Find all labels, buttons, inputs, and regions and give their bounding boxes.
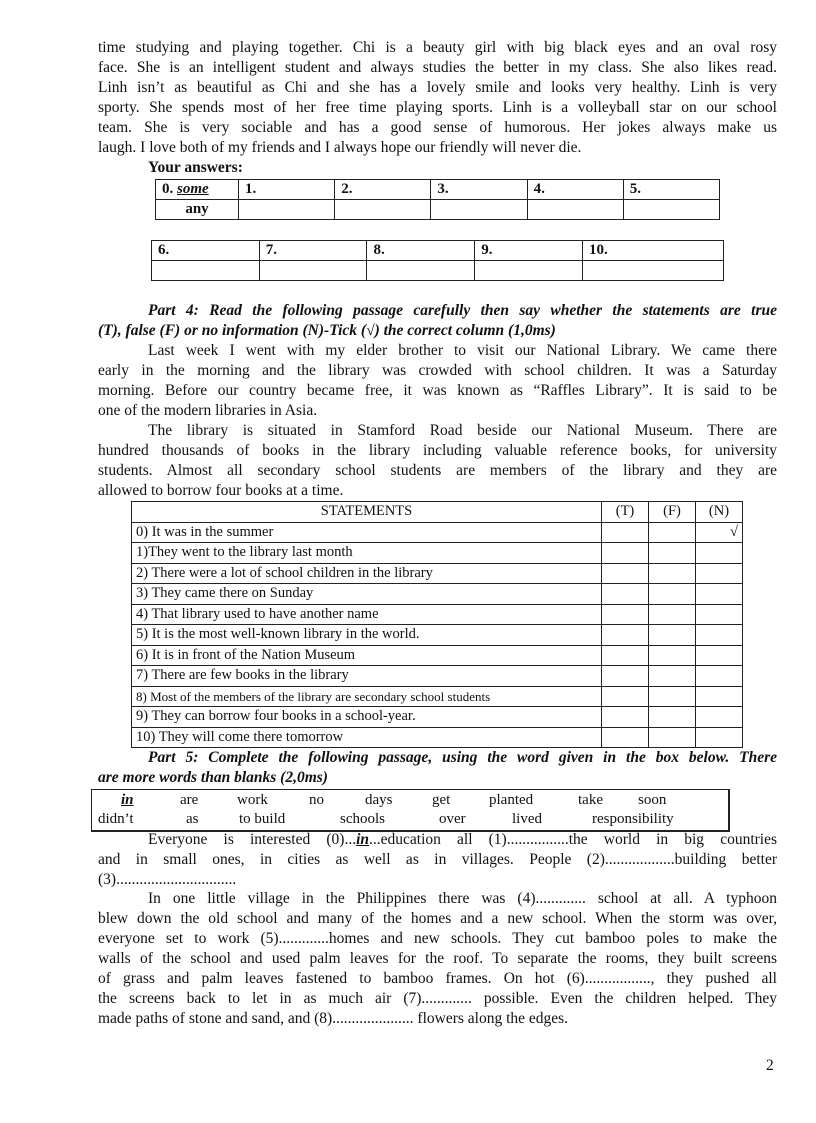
word-option: in (121, 792, 134, 808)
answer-cell-4: 4. (527, 180, 623, 200)
true-cell[interactable] (602, 707, 649, 728)
word-option: planted (489, 792, 534, 808)
false-cell[interactable] (649, 625, 696, 646)
statement-text: 7) There are few books in the library (132, 666, 602, 687)
word-option: schools (340, 811, 385, 827)
text-line: sporty. She spends most of her free time playing sports. Linh is a volleyball star on our school (98, 99, 777, 116)
no-info-cell[interactable] (696, 563, 743, 584)
statement-row (132, 604, 743, 625)
answer-blank[interactable] (475, 261, 583, 281)
statement-row (132, 563, 743, 584)
text-line: blew down the old school and many of the homes and a new school. When the storm was over, (98, 910, 777, 927)
text-line: everyone set to work (5).............homes and new schools. They cut bamboo poles to make the (98, 930, 777, 947)
text-line: Everyone is interested (0)...in...education all (1)................the world in big countries (148, 831, 778, 848)
statement-row (132, 543, 743, 564)
true-cell[interactable] (602, 686, 649, 707)
no-info-cell[interactable] (696, 604, 743, 625)
answer-cell-7: 7. (259, 241, 367, 261)
text-line: and in small ones, in cities as well as in villages. People (2)..................building better (98, 851, 777, 868)
true-cell[interactable] (602, 625, 649, 646)
word-option: days (365, 792, 393, 808)
statement-text: 3) They came there on Sunday (132, 584, 602, 605)
answer-blank[interactable] (527, 200, 623, 220)
statement-text: 4) That library used to have another name (132, 604, 602, 625)
statement-row (132, 584, 743, 605)
no-info-cell[interactable] (696, 625, 743, 646)
true-cell[interactable] (602, 727, 649, 748)
part5-heading (98, 748, 777, 788)
no-info-cell[interactable] (696, 645, 743, 666)
part4-paragraph-2 (98, 421, 777, 501)
answer-blank[interactable] (431, 200, 527, 220)
statements-table (131, 501, 743, 748)
answer-cell-0: 0. some (156, 180, 239, 200)
part4-paragraph-1 (98, 341, 777, 421)
word-option: over (439, 811, 466, 827)
word-option: get (432, 792, 451, 808)
answer-cell-5: 5. (623, 180, 719, 200)
false-cell[interactable] (649, 584, 696, 605)
header-true: (T) (602, 502, 649, 523)
statement-row (132, 645, 743, 666)
word-option: responsibility (592, 811, 674, 827)
no-info-cell[interactable] (696, 666, 743, 687)
true-cell[interactable] (602, 563, 649, 584)
word-box (91, 789, 730, 832)
false-cell[interactable] (649, 645, 696, 666)
text-line: students. Almost all secondary school students are members of the library and they are (98, 462, 777, 479)
text-line: The library is situated in Stamford Road beside our National Museum. There are (148, 422, 777, 439)
answer-blank[interactable] (239, 200, 335, 220)
text-line: Linh isn’t as beautiful as Chi and she has a lovely smile and looks very healthy. Linh is very (98, 79, 777, 96)
statement-text: 1)They went to the library last month (132, 543, 602, 564)
no-info-cell[interactable] (696, 686, 743, 707)
word-option: take (578, 792, 603, 808)
text-line: made paths of stone and sand, and (8)..................... flowers along the edges. (98, 1010, 569, 1027)
text-line: team. She is very sociable and has a good sense of humorous. Her jokes always make us (98, 119, 777, 136)
statement-row (132, 522, 743, 543)
text-line: laugh. I love both of my friends and I always hope our friendly will never die. (98, 139, 582, 156)
text-line: are more words than blanks (2,0ms) (98, 769, 328, 786)
statement-text: 0) It was in the summer (132, 522, 602, 543)
example-answer: any (156, 200, 239, 220)
statement-row (132, 707, 743, 728)
statement-row (132, 625, 743, 646)
statement-row (132, 686, 743, 707)
true-cell[interactable] (602, 645, 649, 666)
word-option: soon (638, 792, 667, 808)
text-line: one of the modern libraries in Asia. (98, 402, 318, 419)
false-cell[interactable] (649, 543, 696, 564)
statement-text: 10) They will come there tomorrow (132, 727, 602, 748)
no-info-cell[interactable] (696, 707, 743, 728)
word-option: no (309, 792, 324, 808)
true-cell[interactable] (602, 522, 649, 543)
false-cell[interactable] (649, 707, 696, 728)
part5-paragraph-1 (98, 830, 777, 890)
answer-cell-9: 9. (475, 241, 583, 261)
text-line: Part 5: Complete the following passage, using the word given in the box below. There (148, 749, 777, 766)
word-option: lived (512, 811, 542, 827)
false-cell[interactable] (649, 686, 696, 707)
answer-blank[interactable] (582, 261, 723, 281)
word-option: are (180, 792, 199, 808)
statement-text: 2) There were a lot of school children in the library (132, 563, 602, 584)
text-line: of grass and palm leaves fastened to bamboo frames. On hot (6)................., they pushed all (98, 970, 777, 987)
word-option: to build (239, 811, 286, 827)
answer-blank[interactable] (152, 261, 260, 281)
answer-cell-6: 6. (152, 241, 260, 261)
true-cell[interactable] (602, 584, 649, 605)
answer-cell-8: 8. (367, 241, 475, 261)
answer-blank[interactable] (259, 261, 367, 281)
no-info-cell[interactable]: √ (696, 522, 743, 543)
text-line: Last week I went with my elder brother to visit our National Library. We came there (148, 342, 777, 359)
header-false: (F) (649, 502, 696, 523)
header-statements: STATEMENTS (132, 502, 602, 523)
false-cell[interactable] (649, 522, 696, 543)
true-cell[interactable] (602, 543, 649, 564)
answer-cell-3: 3. (431, 180, 527, 200)
text-line: face. She is an intelligent student and always studies the better in my class. She also likes read. (98, 59, 777, 76)
text-line: (3)............................... (98, 871, 237, 888)
page-number: 2 (766, 1057, 774, 1074)
answer-cell-1: 1. (239, 180, 335, 200)
part5-paragraph-2 (98, 889, 777, 1029)
text-line: In one little village in the Philippines there was (4)............. school at all. A typhoon (148, 890, 777, 907)
answers-table-2 (151, 240, 724, 281)
text-line: time studying and playing together. Chi is a beauty girl with big black eyes and an oval rosy (98, 39, 777, 56)
true-cell[interactable] (602, 666, 649, 687)
answer-cell-10: 10. (582, 241, 723, 261)
text-line: allowed to borrow four books at a time. (98, 482, 344, 499)
statement-row (132, 666, 743, 687)
text-line: the screens back to let in as much air (7)............. possible. Even the children helped. They (98, 990, 777, 1007)
answer-blank[interactable] (367, 261, 475, 281)
statement-row (132, 727, 743, 748)
word-option: didn’t (98, 811, 134, 827)
part4-heading (98, 301, 777, 341)
text-line: walls of the school and used palm leaves for the roof. To separate the rooms, they built screens (98, 950, 777, 967)
answers-label: Your answers: (148, 159, 243, 176)
word-option: work (237, 792, 268, 808)
false-cell[interactable] (649, 563, 696, 584)
no-info-cell[interactable] (696, 584, 743, 605)
text-line: hundred thousands of books in the library including valuable reference books, for university (98, 442, 777, 459)
text-line: morning. Before our country became free, it was known as “Raffles Library”. It is said to be (98, 382, 777, 399)
no-info-cell[interactable] (696, 543, 743, 564)
false-cell[interactable] (649, 666, 696, 687)
text-line: (T), false (F) or no information (N)-Tick (√) the correct column (1,0ms) (98, 322, 556, 339)
answers-table-1 (155, 179, 720, 220)
false-cell[interactable] (649, 727, 696, 748)
no-info-cell[interactable] (696, 727, 743, 748)
false-cell[interactable] (649, 604, 696, 625)
text-line: Part 4: Read the following passage carefully then say whether the statements are true (148, 302, 777, 319)
statement-text: 5) It is the most well-known library in the world. (132, 625, 602, 646)
header-no-info: (N) (696, 502, 743, 523)
text-line: early in the morning and the library was crowded with school children. It was a Saturday (98, 362, 777, 379)
answer-blank[interactable] (623, 200, 719, 220)
example-word: in (356, 831, 370, 848)
statement-text: 6) It is in front of the Nation Museum (132, 645, 602, 666)
statement-text: 8) Most of the members of the library are secondary school students (132, 686, 602, 707)
word-option: as (186, 811, 199, 827)
statement-text: 9) They can borrow four books in a school-year. (132, 707, 602, 728)
passage-part3-end (98, 38, 777, 158)
true-cell[interactable] (602, 604, 649, 625)
answer-cell-2: 2. (335, 180, 431, 200)
answer-blank[interactable] (335, 200, 431, 220)
